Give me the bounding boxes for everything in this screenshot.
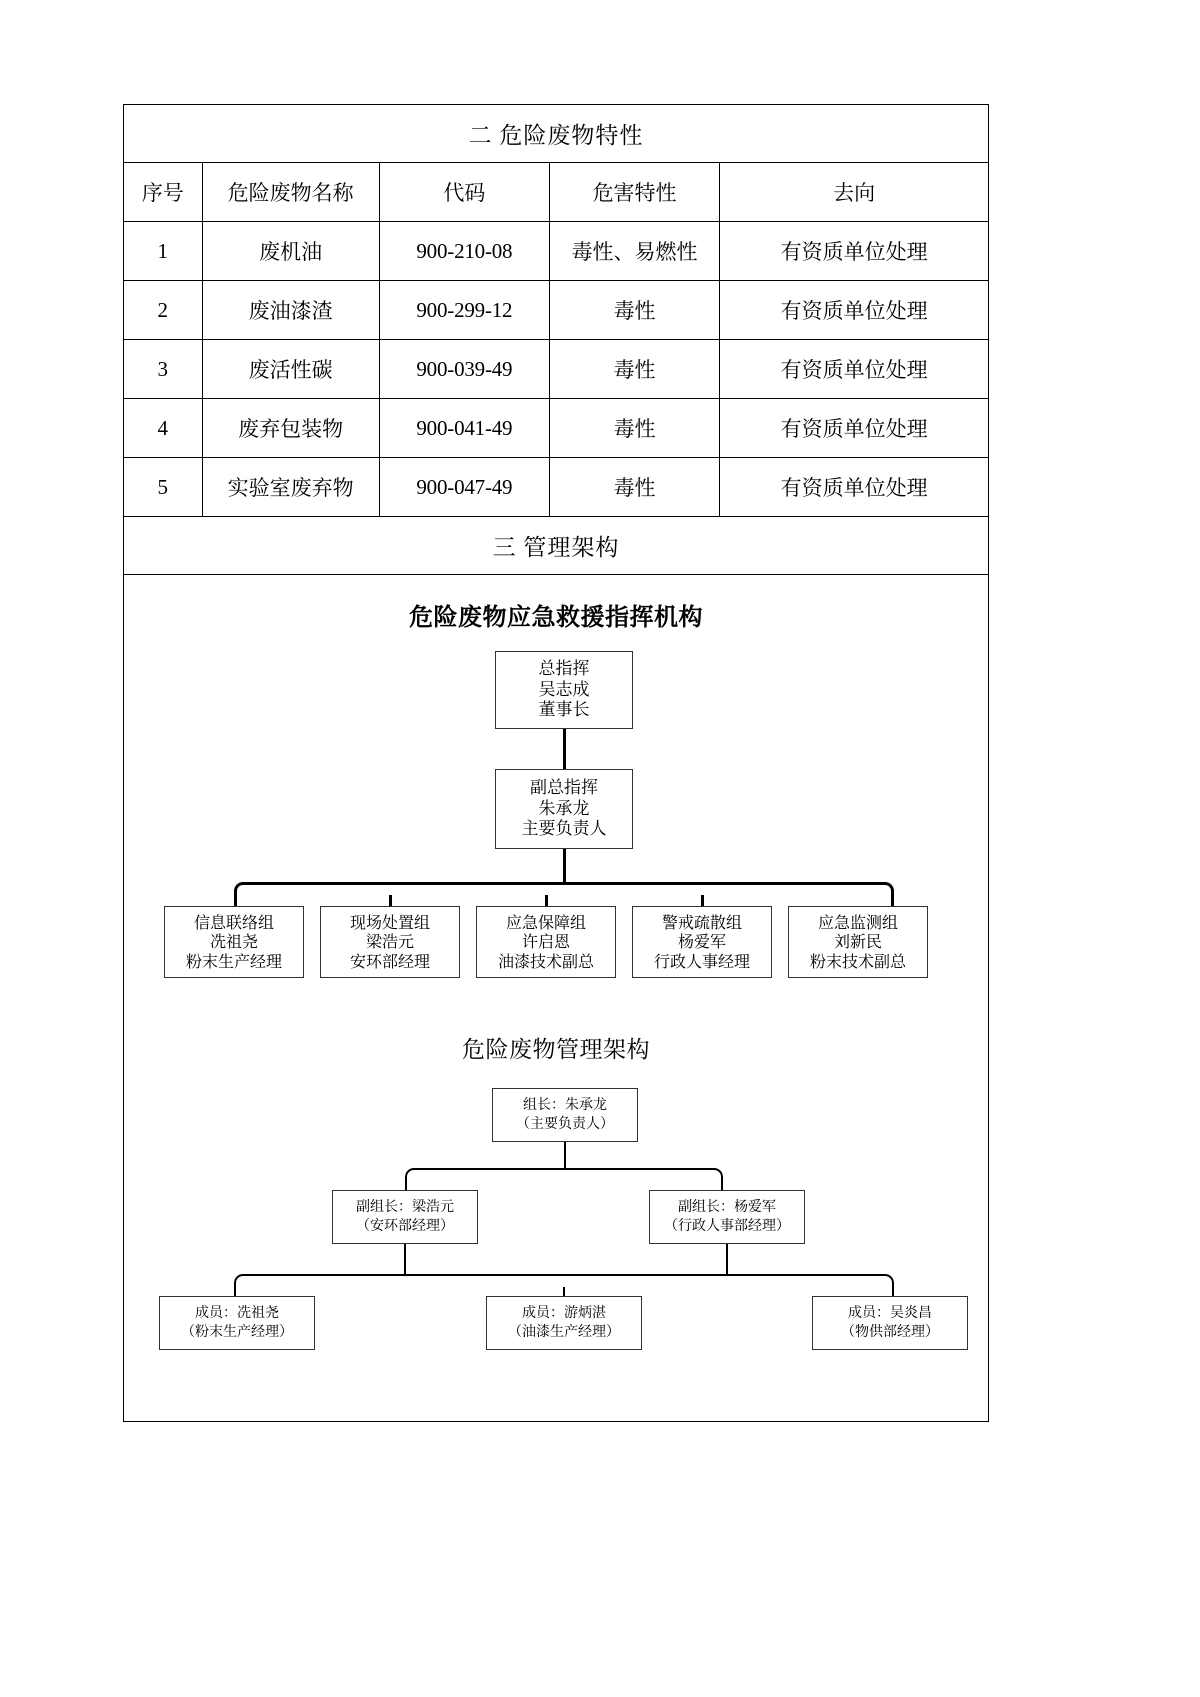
hazardous-waste-table [124,163,988,517]
leader-line1: 组长：朱承龙 [523,1097,607,1114]
cell-name: 废油漆渣 [202,281,379,340]
deputy-line2: （行政人事部经理） [664,1218,790,1234]
document-page-frame [123,104,989,1422]
table-row [124,340,988,399]
table-row [124,458,988,517]
node-group-0 [164,906,304,978]
node-group-2 [476,906,616,978]
connector-bus-groups [234,882,894,906]
cell-hazard: 毒性 [549,458,719,517]
cell-destination: 有资质单位处理 [720,281,988,340]
group-role: 应急保障组 [505,912,586,932]
group-position: 安环部经理 [349,951,430,971]
column-header-code: 代码 [379,163,549,222]
cell-name: 废弃包装物 [202,399,379,458]
connector-deputy-stem [563,849,566,884]
cell-name: 废机油 [202,222,379,281]
node-member-1 [486,1296,642,1350]
cell-no: 5 [124,458,202,517]
cell-name: 废活性碳 [202,340,379,399]
column-header-name: 危险废物名称 [202,163,379,222]
leader-line2: （主要负责人） [516,1116,614,1132]
group-name: 杨爱军 [677,932,726,952]
group-position: 油漆技术副总 [497,951,594,971]
group-name: 刘新民 [833,932,882,952]
node-deputy-1 [649,1190,805,1244]
cell-no: 2 [124,281,202,340]
cell-hazard: 毒性 [549,399,719,458]
cell-no: 1 [124,222,202,281]
deputy-line2: （安环部经理） [356,1218,454,1234]
member-line2: （油漆生产经理） [508,1324,620,1340]
group-position: 粉末技术副总 [809,951,906,971]
group-position: 粉末生产经理 [185,951,282,971]
org-chart-area [124,575,988,1423]
group-position: 行政人事经理 [653,951,750,971]
node-group-3 [632,906,772,978]
table-row [124,222,988,281]
member-line1: 成员：冼祖尧 [195,1305,279,1322]
cell-destination: 有资质单位处理 [720,340,988,399]
node-deputy-0 [332,1190,478,1244]
member-line1: 成员：吴炎昌 [848,1305,932,1322]
member-line2: （物供部经理） [841,1324,939,1340]
connector-commander-to-deputy [563,729,566,769]
cell-no: 3 [124,340,202,399]
table-row [124,399,988,458]
node-member-2 [812,1296,968,1350]
column-header-destination: 去向 [720,163,988,222]
cell-hazard: 毒性 [549,340,719,399]
column-header-hazard: 危害特性 [549,163,719,222]
node-group-1 [320,906,460,978]
node-commander [495,651,633,729]
group-role: 现场处置组 [349,912,430,932]
emergency-chart-title: 危险废物应急救援指挥机构 [409,603,703,631]
table-header-row [124,163,988,222]
commander-role: 总指挥 [538,658,590,679]
cell-name: 实验室废弃物 [202,458,379,517]
deputy-position: 主要负责人 [521,819,607,840]
deputy-line1: 副组长：杨爱军 [678,1199,776,1216]
cell-hazard: 毒性 [549,281,719,340]
commander-name: 吴志成 [538,679,590,700]
cell-no: 4 [124,399,202,458]
management-chart-title: 危险废物管理架构 [462,1037,650,1063]
node-deputy-commander [495,769,633,849]
member-line1: 成员：游炳湛 [522,1305,606,1322]
section-heading-hazard-characteristics: 二 危险废物特性 [124,105,988,163]
node-leader [492,1088,638,1142]
member-line2: （粉末生产经理） [181,1324,293,1340]
deputy-name: 朱承龙 [538,798,590,819]
group-role: 信息联络组 [193,912,274,932]
connector-bus-deputies [405,1168,723,1190]
cell-hazard: 毒性、易燃性 [549,222,719,281]
group-role: 应急监测组 [817,912,898,932]
column-header-no: 序号 [124,163,202,222]
connector-deputy0-stem [404,1244,407,1276]
connector-deputy1-stem [726,1244,729,1276]
connector-leader-stem [564,1142,567,1170]
group-name: 梁浩元 [365,932,414,952]
deputy-line1: 副组长：梁浩元 [356,1199,454,1216]
cell-destination: 有资质单位处理 [720,222,988,281]
node-member-0 [159,1296,315,1350]
cell-code: 900-299-12 [379,281,549,340]
table-row [124,281,988,340]
deputy-role: 副总指挥 [530,777,598,798]
cell-code: 900-041-49 [379,399,549,458]
group-role: 警戒疏散组 [661,912,742,932]
cell-code: 900-047-49 [379,458,549,517]
commander-position: 董事长 [538,700,590,721]
cell-code: 900-039-49 [379,340,549,399]
cell-destination: 有资质单位处理 [720,399,988,458]
node-group-4 [788,906,928,978]
cell-code: 900-210-08 [379,222,549,281]
section-heading-management-structure: 三 管理架构 [124,517,988,575]
group-name: 许启恩 [521,932,570,952]
cell-destination: 有资质单位处理 [720,458,988,517]
group-name: 冼祖尧 [209,932,258,952]
